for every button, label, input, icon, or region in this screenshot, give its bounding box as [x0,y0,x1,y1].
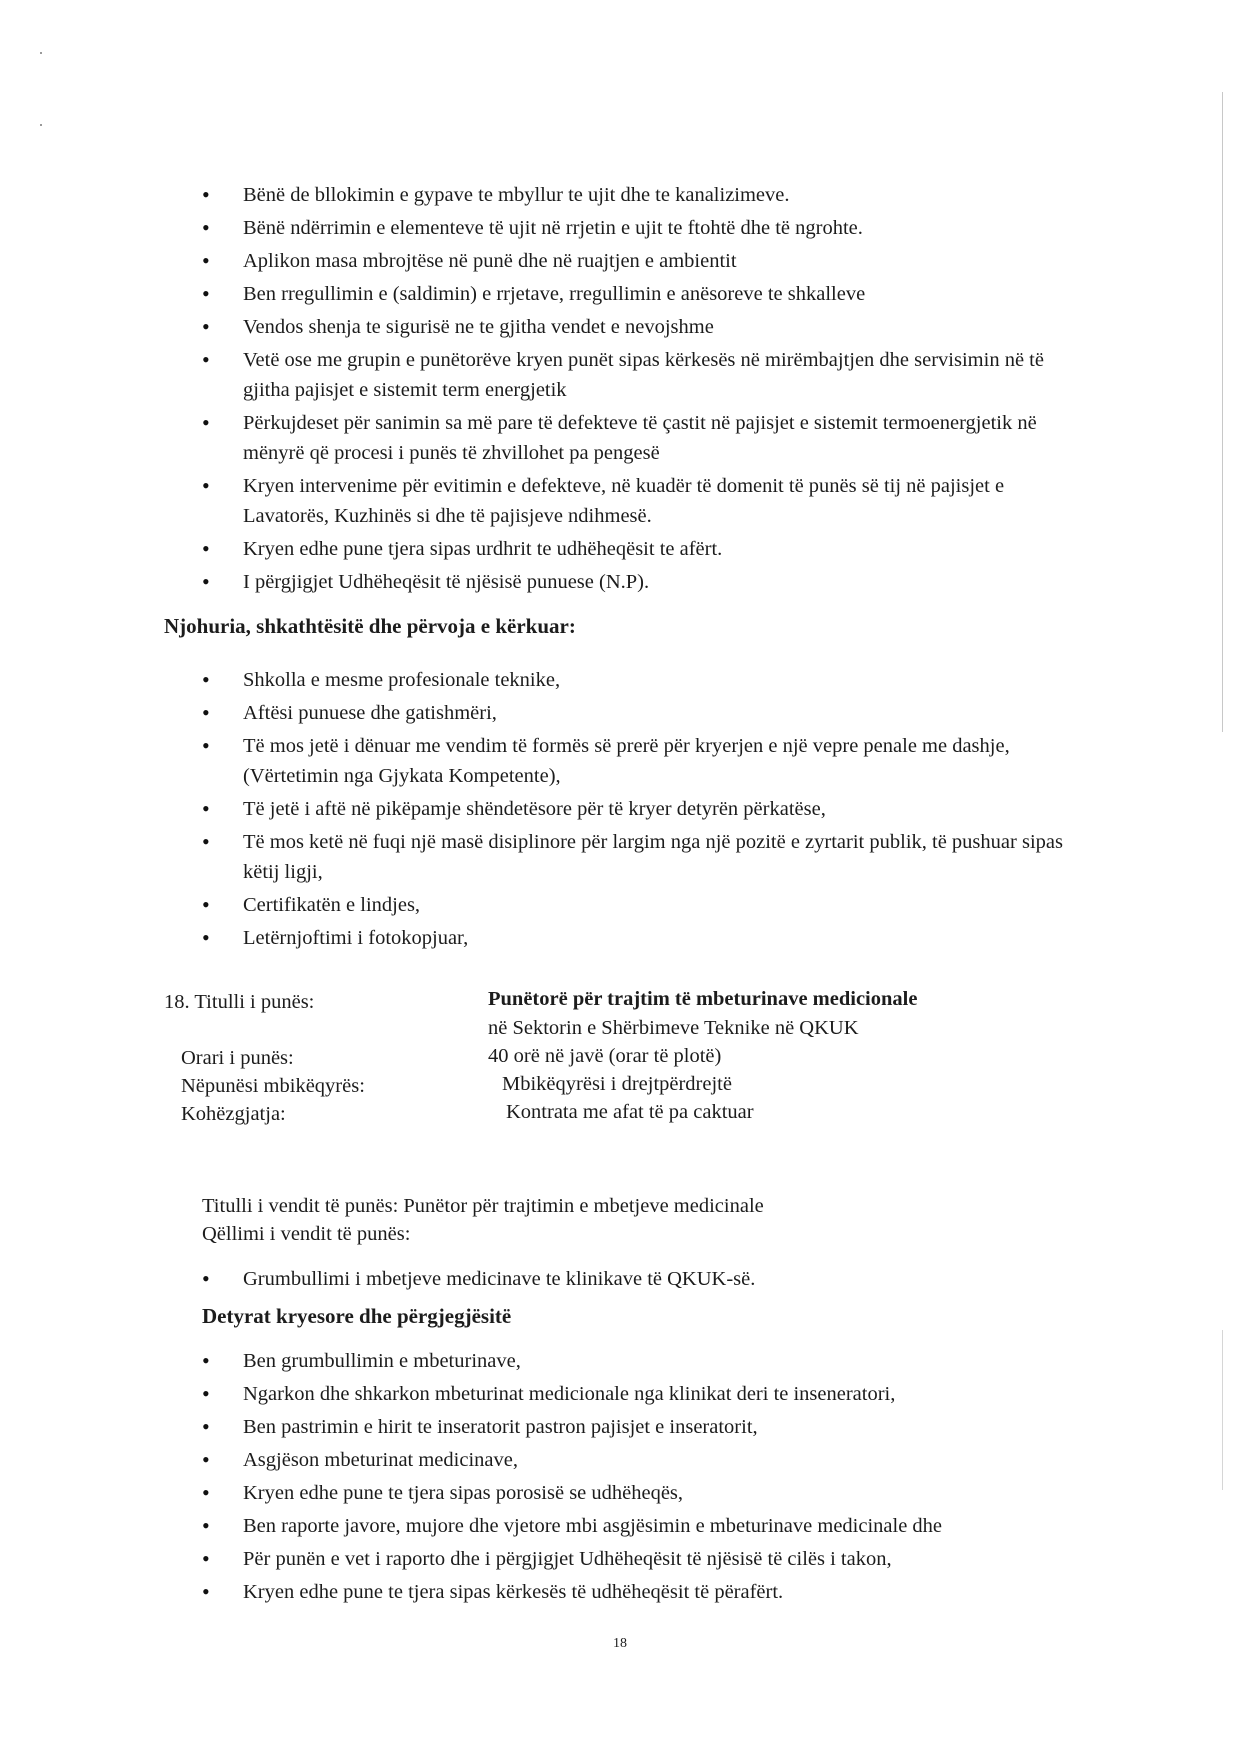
list-item: • Asgjëson mbeturinat medicinave, [202,1445,1102,1475]
job-title: Punëtorë për trajtim të mbeturinave medicionale [488,988,918,1010]
purpose-line: Qëllimi i vendit të punës: [202,1223,411,1245]
list-item: • Grumbullimi i mbetjeve medicinave te klinikave të QKUK-së. [202,1264,1102,1294]
list-item: • Të mos ketë në fuqi një masë disiplinore për largim nga një pozitë e zyrtarit publik, të pushuar sipas këtij ligji, [202,827,1102,887]
list-item: • Bënë de bllokimin e gypave te mbyllur te ujit dhe te kanalizimeve. [202,180,1082,210]
list-item: • Shkolla e mesme profesionale teknike, [202,665,1102,695]
list-item: • Kryen edhe pune te tjera sipas kërkesës të udhëheqësit të përafërt. [202,1577,1102,1607]
list-item: • Të mos jetë i dënuar me vendim të formës së prerë për kryerjen e një vepre penale me dashje, (Vërtetimin nga Gjykata Kompetente), [202,731,1102,791]
list-item: • Për punën e vet i raporto dhe i përgjigjet Udhëheqësit të njësisë të cilës i takon, [202,1544,1102,1574]
position-title-line: Titulli i vendit të punës: Punëtor për trajtimin e mbetjeve medicinale [202,1195,764,1217]
duties-list [202,1346,1102,1610]
duration-label: Kohëzgjatja: [181,1103,286,1125]
supervisor-value: Mbikëqyrësi i drejtpërdrejtë [502,1073,732,1095]
list-item: • Letërnjoftimi i fotokopjuar, [202,923,1102,953]
list-item: • Ben raporte javore, mujore dhe vjetore mbi asgjësimin e mbeturinave medicinale dhe [202,1511,1102,1541]
scan-dot [40,124,42,126]
list-item: • Bënë ndërrimin e elementeve të ujit në rrjetin e ujit te ftohtë dhe të ngrohte. [202,213,1082,243]
requirements-heading: Njohuria, shkathtësitë dhe përvoja e kërkuar: [164,614,576,638]
list-item: • Përkujdeset për sanimin sa më pare të defekteve të çastit në pajisjet e sistemit termoenergjetik në mënyrë që procesi i punës të zhvillohet pa pengesë [202,408,1082,468]
job-sector: në Sektorin e Shërbimeve Teknike në QKUK [488,1017,859,1039]
list-item: • Ben pastrimin e hirit te inseratorit pastron pajisjet e inseratorit, [202,1412,1102,1442]
list-item: • Ben rregullimin e (saldimin) e rrjetave, rregullimin e anësoreve te shkalleve [202,279,1082,309]
scan-dot [40,52,42,54]
list-item: • Aplikon masa mbrojtëse në punë dhe në ruajtjen e ambientit [202,246,1082,276]
hours-label: Orari i punës: [181,1047,294,1069]
list-item: • Aftësi punuese dhe gatishmëri, [202,698,1102,728]
job-number-label: 18. Titulli i punës: [164,991,315,1013]
purpose-list [202,1264,1102,1297]
list-item: • Certifikatën e lindjes, [202,890,1102,920]
list-item: • Kryen edhe pune te tjera sipas porosisë se udhëheqës, [202,1478,1102,1508]
list-item: • Kryen intervenime për evitimin e defekteve, në kuadër të domenit të punës së tij në pajisjet e Lavatorës, Kuzhinës si dhe të pajisjeve ndihmesë. [202,471,1082,531]
list-item: • Të jetë i aftë në pikëpamje shëndetësore për të kryer detyrën përkatëse, [202,794,1102,824]
list-item: • Ngarkon dhe shkarkon mbeturinat medicionale nga klinikat deri te inseneratori, [202,1379,1102,1409]
list-item: • Vetë ose me grupin e punëtorëve kryen punët sipas kërkesës në mirëmbajtjen dhe servisimin në të gjitha pajisjet e sistemit term energjetik [202,345,1082,405]
list-item: • Ben grumbullimin e mbeturinave, [202,1346,1102,1376]
requirements-list [202,665,1102,956]
page-number: 18 [613,1636,627,1651]
duration-value: Kontrata me afat të pa caktuar [506,1101,754,1123]
hours-value: 40 orë në javë (orar të plotë) [488,1045,722,1067]
list-item: • Vendos shenja te sigurisë ne te gjitha vendet e nevojshme [202,312,1082,342]
list-item: • Kryen edhe pune tjera sipas urdhrit te udhëheqësit te afërt. [202,534,1082,564]
supervisor-label: Nëpunësi mbikëqyrës: [181,1075,365,1097]
duties-heading: Detyrat kryesore dhe përgjegjësitë [202,1304,512,1328]
scan-edge-line [1222,92,1223,732]
list-item: • I përgjigjet Udhëheqësit të njësisë punuese (N.P). [202,567,1082,597]
duties-list-continued [202,180,1082,600]
scan-edge-line [1222,1330,1223,1490]
